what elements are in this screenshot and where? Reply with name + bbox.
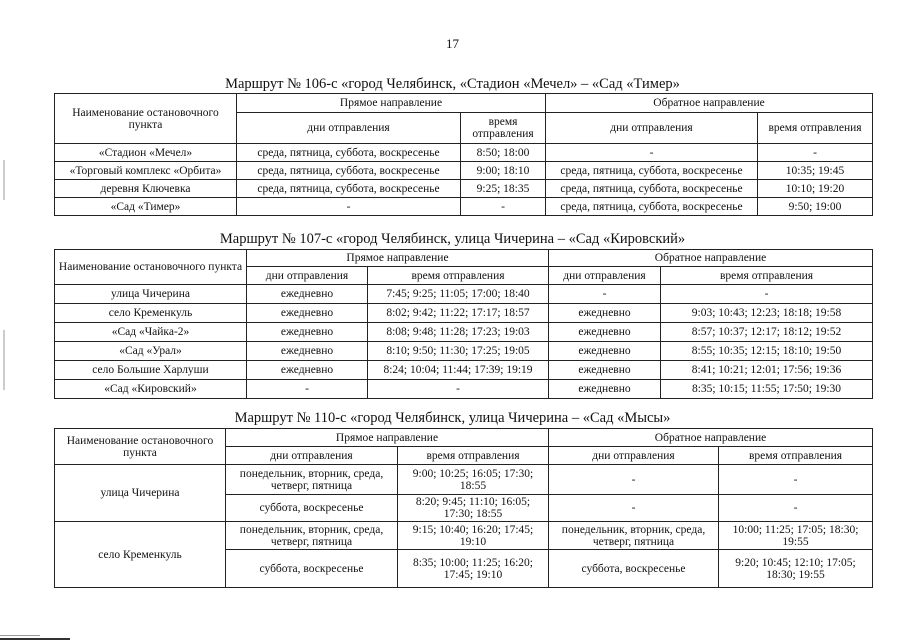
scan-speck [3,160,5,200]
table-row [55,144,873,162]
col-forward-header: Прямое направление [237,94,546,113]
forward-time: 9:25; 18:35 [461,180,546,198]
backward-time: 9:20; 10:45; 12:10; 17:05; 18:30; 19:55 [719,550,873,588]
stop-name: село Кременкуль [55,522,226,588]
table-row [55,342,873,361]
forward-days: понедельник, вторник, среда, четверг, пятница [226,522,398,550]
table-row [55,522,873,550]
col-forward-days: дни отправления [247,267,368,285]
forward-days: - [237,198,461,216]
col-forward-time: время отправления [368,267,549,285]
backward-days: понедельник, вторник, среда, четверг, пятница [549,522,719,550]
forward-days: суббота, воскресенье [226,495,398,522]
backward-days: - [549,465,719,495]
backward-days: среда, пятница, суббота, воскресенье [546,162,758,180]
forward-time: 8:10; 9:50; 11:30; 17:25; 19:05 [368,342,549,361]
forward-days: ежедневно [247,342,368,361]
stop-name: улица Чичерина [55,465,226,522]
table-row [55,380,873,399]
table-row [55,465,873,495]
route-107-title: Маршрут № 107-с «город Челябинск, улица Чичерина – «Сад «Кировский» [219,231,686,247]
stop-name: «Сад «Урал» [55,342,247,361]
backward-days: - [549,285,661,304]
backward-days: среда, пятница, суббота, воскресенье [546,180,758,198]
col-forward-days: дни отправления [226,447,398,465]
route-110-title: Маршрут № 110-с «город Челябинск, улица Чичерина – «Сад «Мысы» [234,410,671,426]
forward-days: понедельник, вторник, среда, четверг, пятница [226,465,398,495]
backward-time: - [719,465,873,495]
forward-time: 8:20; 9:45; 11:10; 16:05; 17:30; 18:55 [398,495,549,522]
col-backward-header: Обратное направление [549,250,873,267]
col-backward-time: время отправления [661,267,873,285]
col-backward-days: дни отправления [549,447,719,465]
stop-name: село Большие Харлуши [55,361,247,380]
col-backward-header: Обратное направление [549,429,873,447]
stop-name: село Кременкуль [55,304,247,323]
backward-days: - [549,495,719,522]
col-stop-header: Наименование остановочного пункта [55,429,226,465]
route-106-title: Маршрут № 106-с «город Челябинск, «Стадион «Мечел» – «Сад «Тимер» [225,76,680,92]
backward-time: 10:35; 19:45 [758,162,873,180]
forward-days: ежедневно [247,361,368,380]
scan-speck [3,330,5,390]
forward-time: 8:08; 9:48; 11:28; 17:23; 19:03 [368,323,549,342]
backward-days: среда, пятница, суббота, воскресенье [546,198,758,216]
route-107-table [54,249,873,399]
col-forward-days: дни отправления [237,113,461,144]
forward-time: 9:00; 10:25; 16:05; 17:30; 18:55 [398,465,549,495]
col-stop-header: Наименование остановочного пункта [55,94,237,144]
table-row [55,180,873,198]
table-row [55,162,873,180]
backward-days: ежедневно [549,342,661,361]
table-row [55,285,873,304]
forward-time: 8:02; 9:42; 11:22; 17:17; 18:57 [368,304,549,323]
scan-edge-mark-2 [0,635,40,636]
table-row [55,198,873,216]
col-forward-time: время отправления [398,447,549,465]
forward-time: - [368,380,549,399]
col-forward-header: Прямое направление [247,250,549,267]
backward-days: - [546,144,758,162]
col-forward-header: Прямое направление [226,429,549,447]
stop-name: деревня Ключевка [55,180,237,198]
col-backward-days: дни отправления [546,113,758,144]
table-row [55,361,873,380]
backward-time: 10:10; 19:20 [758,180,873,198]
backward-time: - [719,495,873,522]
col-stop-header: Наименование остановочного пункта [55,250,247,285]
forward-time: 9:15; 10:40; 16:20; 17:45; 19:10 [398,522,549,550]
page-number: 17 [446,36,459,51]
forward-days: ежедневно [247,323,368,342]
backward-time: 8:57; 10:37; 12:17; 18:12; 19:52 [661,323,873,342]
backward-time: 9:03; 10:43; 12:23; 18:18; 19:58 [661,304,873,323]
forward-time: 8:35; 10:00; 11:25; 16:20; 17:45; 19:10 [398,550,549,588]
col-backward-days: дни отправления [549,267,661,285]
backward-time: 10:00; 11:25; 17:05; 18:30; 19:55 [719,522,873,550]
forward-time: 9:00; 18:10 [461,162,546,180]
route-106-table [54,93,873,216]
forward-days: среда, пятница, суббота, воскресенье [237,180,461,198]
backward-days: ежедневно [549,380,661,399]
stop-name: «Сад «Кировский» [55,380,247,399]
stop-name: «Сад «Тимер» [55,198,237,216]
forward-time: 8:50; 18:00 [461,144,546,162]
backward-time: 8:55; 10:35; 12:15; 18:10; 19:50 [661,342,873,361]
backward-days: ежедневно [549,323,661,342]
forward-days: суббота, воскресенье [226,550,398,588]
forward-time: 7:45; 9:25; 11:05; 17:00; 18:40 [368,285,549,304]
backward-time: 9:50; 19:00 [758,198,873,216]
forward-days: - [247,380,368,399]
backward-time: 8:41; 10:21; 12:01; 17:56; 19:36 [661,361,873,380]
col-backward-time: время отправления [758,113,873,144]
stop-name: улица Чичерина [55,285,247,304]
backward-time: - [661,285,873,304]
forward-days: ежедневно [247,304,368,323]
forward-days: ежедневно [247,285,368,304]
col-backward-header: Обратное направление [546,94,873,113]
stop-name: «Сад «Чайка-2» [55,323,247,342]
forward-time: 8:24; 10:04; 11:44; 17:39; 19:19 [368,361,549,380]
route-110-table [54,428,873,588]
table-row [55,323,873,342]
backward-days: суббота, воскресенье [549,550,719,588]
stop-name: «Стадион «Мечел» [55,144,237,162]
backward-time: - [758,144,873,162]
backward-days: ежедневно [549,304,661,323]
backward-time: 8:35; 10:15; 11:55; 17:50; 19:30 [661,380,873,399]
backward-days: ежедневно [549,361,661,380]
forward-days: среда, пятница, суббота, воскресенье [237,144,461,162]
forward-days: среда, пятница, суббота, воскресенье [237,162,461,180]
forward-time: - [461,198,546,216]
col-forward-time: время отправления [461,113,546,144]
col-backward-time: время отправления [719,447,873,465]
stop-name: «Торговый комплекс «Орбита» [55,162,237,180]
table-row [55,304,873,323]
